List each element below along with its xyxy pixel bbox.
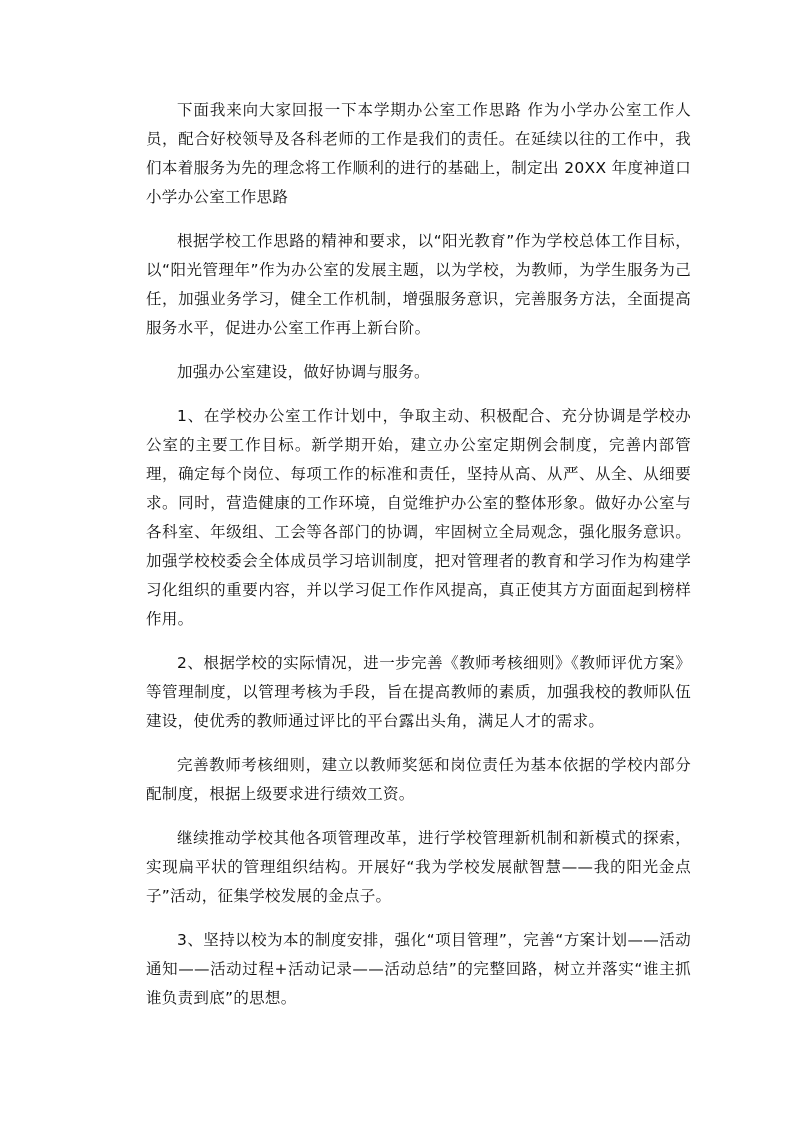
paragraph-assessment: 完善教师考核细则，建立以教师奖惩和岗位责任为基本依据的学校内部分配制度，根据上级要求进行绩效工资。 <box>146 756 691 803</box>
paragraph-item-3: 3、坚持以校为本的制度安排，强化“项目管理”，完善“方案计划——活动通知——活动过程+活动记录——活动总结”的完整回路，树立并落实“谁主抓谁负责到底”的思想。 <box>146 931 691 1007</box>
paragraph-item-2: 2、根据学校的实际情况，进一步完善《教师考核细则》《教师评优方案》等管理制度，以管理考核为手段，旨在提高教师的素质，加强我校的教师队伍建设，使优秀的教师通过评比的平台露出头角，满足人才的需求。 <box>146 654 691 730</box>
document-body <box>146 96 691 1028</box>
paragraph-guiding-principles: 根据学校工作思路的精神和要求，以“阳光教育”作为学校总体工作目标，以“阳光管理年”作为办公室的发展主题，以为学校，为教师，为学生服务为己任，加强业务学习，健全工作机制，增强服务意识，完善服务方法，全面提高服务水平，促进办公室工作再上新台阶。 <box>146 232 691 337</box>
paragraph-item-1: 1、在学校办公室工作计划中，争取主动、积极配合、充分协调是学校办公室的主要工作目标。新学期开始，建立办公室定期例会制度，完善内部管理，确定每个岗位、每项工作的标准和责任，坚持从高、从严、从全、从细要求。同时，营造健康的工作环境，自觉维护办公室的整体形象。做好办公室与各科室、年级组、工会等各部门的协调，牢固树立全局观念，强化服务意识。加强学校校委会全体成员学习培训制度，把对管理者的教育和学习作为构建学习化组织的重要内容，并以学习促工作作风提高，真正使其方方面面起到榜样作用。 <box>146 407 691 628</box>
paragraph-section-heading: 加强办公室建设，做好协调与服务。 <box>177 363 430 381</box>
paragraph-reform: 继续推动学校其他各项管理改革，进行学校管理新机制和新模式的探索，实现扁平状的管理组织结构。开展好“我为学校发展献智慧——我的阳光金点子”活动，征集学校发展的金点子。 <box>146 829 691 905</box>
paragraph-intro: 下面我来向大家回报一下本学期办公室工作思路 作为小学办公室工作人员，配合好校领导及各科老师的工作是我们的责任。在延续以往的工作中，我们本着服务为先的理念将工作顺利的进行的基础上，制定出 20XX 年度神道口小学办公室工作思路 <box>146 101 691 206</box>
